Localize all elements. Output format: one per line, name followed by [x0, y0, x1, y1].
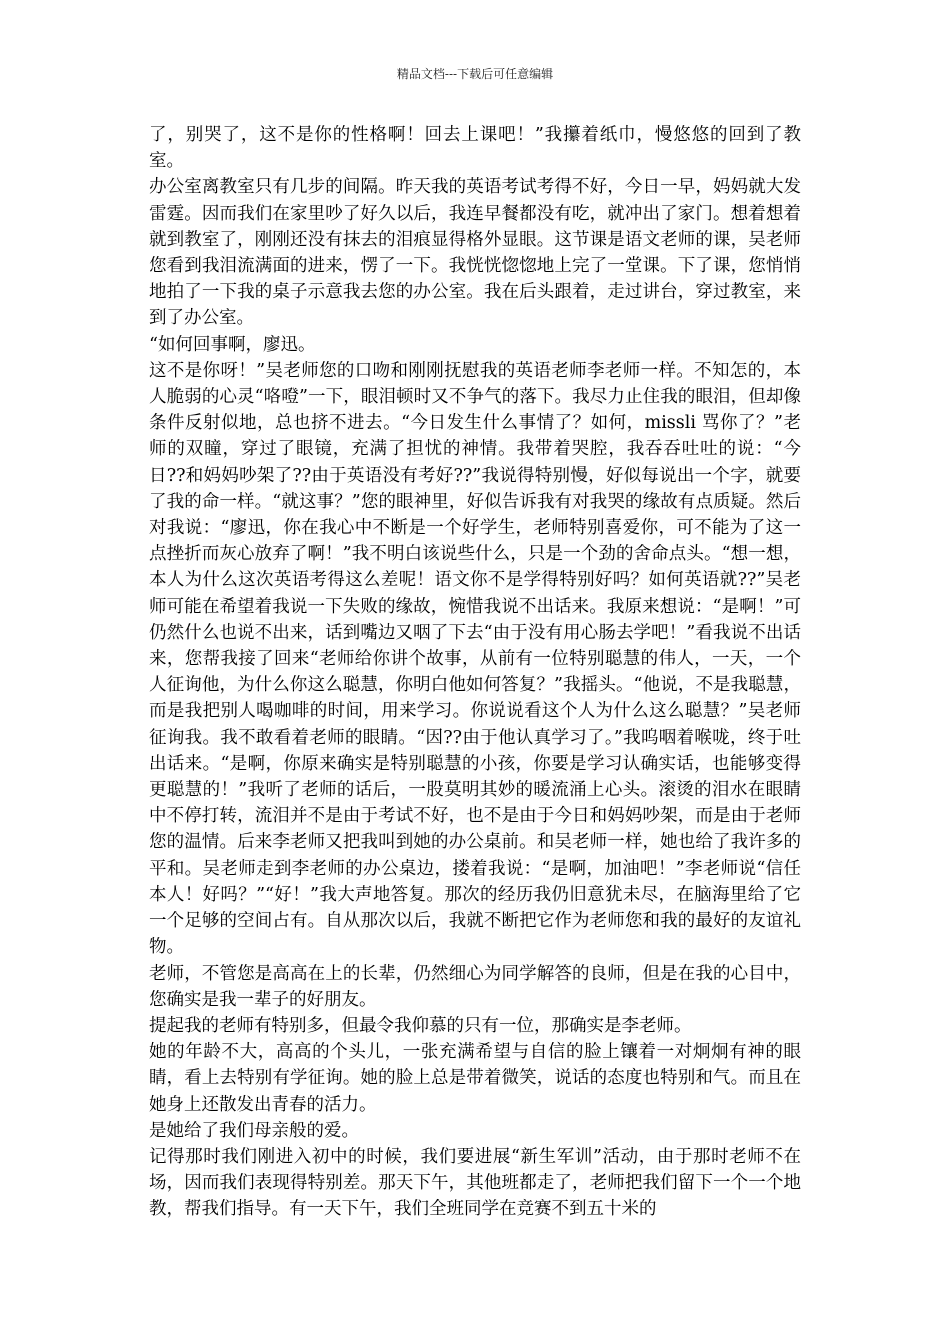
paragraph: “如何回事啊，廖迅。 [149, 334, 316, 355]
paragraph: 她的年龄不大，高高的个头儿，一张充满希望与自信的脸上镶着一对炯炯有神的眼睛，看上去特别有学征询。她的脸上总是带着微笑，说话的态度也特别和气。而且在她身上还散发出青春的活力。 [149, 1042, 801, 1115]
paragraph: 这不是你呀！”吴老师您的口吻和刚刚抚慰我的英语老师李老师一样。不知怎的，本人脆弱的心灵“咯噔”一下，眼泪顿时又不争气的落下。我尽力止住我的眼泪，但却像条件反射似地，总也挤不进去。“今日发生什么事情了？如何，missli 骂你了？”老师的双瞳，穿过了眼镜，充满了担忧的神情。我带着哭腔，我吞吞吐吐的说：“今日??和妈妈吵架了??由于英语没有考好??”我说得特别慢，好似每说出一个字，就要了我的命一样。“就这事？”您的眼神里，好似告诉我有对我哭的缘故有点质疑。然后对我说：“廖迅，你在我心中不断是一个好学生，老师特别喜爱你，可不能为了这一点挫折而灰心放弃了啊！”我不明白该说些什么，只是一个劲的舍命点头。“想一想，本人为什么这次英语考得这么差呢！语文你不是学得特别好吗？如何英语就??”吴老师可能在希望着我说一下失败的缘故，惋惜我说不出话来。我原来想说：“是啊！”可仍然什么也说不出来，话到嘴边又咽了下去“由于没有用心肠去学吧！”看我说不出话来，您帮我接了回来“老师给你讲个故事，从前有一位特别聪慧的伟人，一天，一个人征询他，为什么你这么聪慧，你明白他如何答复？”我摇头。“他说，不是我聪慧，而是我把别人喝咖啡的时间，用来学习。你说说看这个人为什么这么聪慧？”吴老师征询我。我不敢看着老师的眼睛。“因??由于他认真学习了。”我呜咽着喉咙，终于吐出话来。“是啊，你原来确实是特别聪慧的小孩，你要是学习认确实话，也能够变得更聪慧的！”我听了老师的话后，一股莫明其妙的暖流涌上心头。滚烫的泪水在眼睛中不停打转，流泪并不是由于考试不好，也不是由于今日和妈妈吵架，而是由于老师您的温情。后来李老师又把我叫到她的办公桌前。和吴老师一样，她也给了我许多的平和。吴老师走到李老师的办公桌边，搂着我说：“是啊，加油吧！”李老师说“信任本人！好吗？”“好！”我大声地答复。那次的经历我仍旧意犹未尽，在脑海里给了它一个足够的空间占有。自从那次以后，我就不断把它作为老师您和我的最好的友谊礼物。 [149, 360, 801, 958]
paragraph: 是她给了我们母亲般的爱。 [149, 1120, 359, 1141]
page-header: 精品文档---下载后可任意编辑 [396, 67, 554, 81]
document-body [149, 122, 801, 1223]
paragraph: 记得那时我们刚进入初中的时候，我们要进展“新生军训”活动，由于那时老师不在场，因而我们表现得特别差。那天下午，其他班都走了，老师把我们留下一个一个地教，帮我们指导。有一天下午，我们全班同学在竞赛不到五十米的 [149, 1146, 801, 1220]
paragraph: 老师，不管您是高高在上的长辈，仍然细心为同学解答的良师，但是在我的心目中，您确实是我一辈子的好朋友。 [149, 963, 801, 1010]
paragraph: 了，别哭了，这不是你的性格啊！回去上课吧！”我攥着纸巾，慢悠悠的回到了教室。 [149, 125, 801, 172]
paragraph: 提起我的老师有特别多，但最令我仰慕的只有一位，那确实是李老师。 [149, 1015, 692, 1036]
paragraph: 办公室离教室只有几步的间隔。昨天我的英语考试考得不好，今日一早，妈妈就大发雷霆。因而我们在家里吵了好久以后，我连早餐都没有吃，就冲出了家门。想着想着就到教室了，刚刚还没有抹去的泪痕显得格外显眼。这节课是语文老师的课，吴老师您看到我泪流满面的进来，愣了一下。我恍恍惚惚地上完了一堂课。下了课，您悄悄地拍了一下我的桌子示意我去您的办公室。我在后头跟着，走过讲台，穿过教室，来到了办公室。 [149, 177, 801, 329]
